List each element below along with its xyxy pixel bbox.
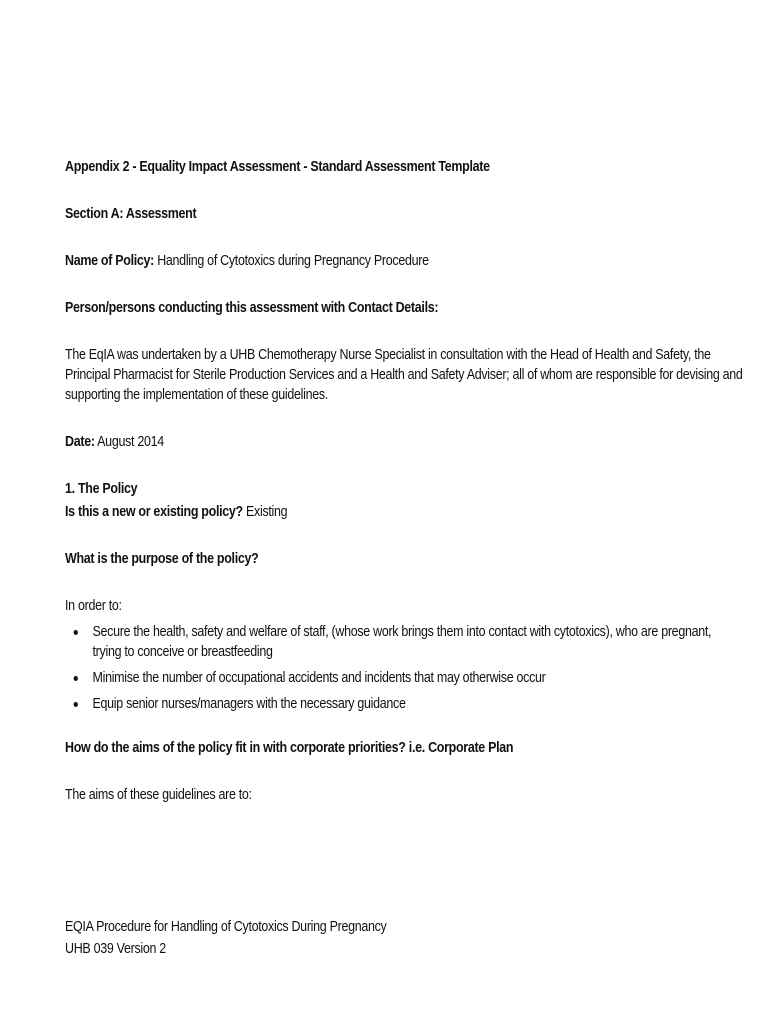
list-item <box>93 668 716 688</box>
persons-text-line: supporting the implementation of these guidelines. <box>65 387 328 403</box>
bullet-dot <box>74 676 78 681</box>
page-footer <box>65 916 386 960</box>
document-body <box>65 157 743 805</box>
persons-label: Person/persons conducting this assessment with Contact Details: <box>65 300 439 316</box>
new-or-existing-value: Existing <box>246 504 288 520</box>
date-value: August 2014 <box>97 434 164 450</box>
purpose-bullet-list <box>65 622 715 714</box>
list-item <box>93 622 716 662</box>
list-item <box>93 694 716 714</box>
policy-name-label: Name of Policy: <box>65 253 155 269</box>
document-heading: Appendix 2 - Equality Impact Assessment - Standard Assessment Template <box>65 159 490 175</box>
new-or-existing-label: Is this a new or existing policy? <box>65 504 243 520</box>
persons-text-line: Principal Pharmacist for Sterile Production Services and a Health and Safety Adviser; all of whom are responsible for devising and <box>65 367 743 383</box>
bullet-dot <box>74 630 78 635</box>
footer-line: EQIA Procedure for Handling of Cytotoxics During Pregnancy <box>65 919 387 935</box>
policy-name-value: Handling of Cytotoxics during Pregnancy Procedure <box>157 253 429 269</box>
purpose-intro: In order to: <box>65 598 122 614</box>
section-a-heading: Section A: Assessment <box>65 206 197 222</box>
bullet-text-line: Equip senior nurses/managers with the necessary guidance <box>92 696 406 712</box>
bullet-text-line: trying to conceive or breastfeeding <box>92 644 273 660</box>
bullet-text-line: Secure the health, safety and welfare of staff, (whose work brings them into contact with cytotoxics), who are pregnant, <box>92 624 712 640</box>
bullet-text-line: Minimise the number of occupational accidents and incidents that may otherwise occur <box>92 670 546 686</box>
date-row <box>65 432 715 452</box>
policy-name-row <box>65 251 715 271</box>
bullet-dot <box>74 702 78 707</box>
corporate-question: How do the aims of the policy fit in with corporate priorities? i.e. Corporate Plan <box>65 740 514 756</box>
persons-text-line: The EqIA was undertaken by a UHB Chemotherapy Nurse Specialist in consultation with the Head of Health and Safety, the <box>65 347 711 363</box>
aims-intro: The aims of these guidelines are to: <box>65 787 252 803</box>
new-or-existing-row <box>65 502 715 522</box>
footer-line: UHB 039 Version 2 <box>65 941 166 957</box>
purpose-question: What is the purpose of the policy? <box>65 551 259 567</box>
date-label: Date: <box>65 434 95 450</box>
policy-section-heading: 1. The Policy <box>65 481 138 497</box>
persons-paragraph <box>65 345 743 405</box>
